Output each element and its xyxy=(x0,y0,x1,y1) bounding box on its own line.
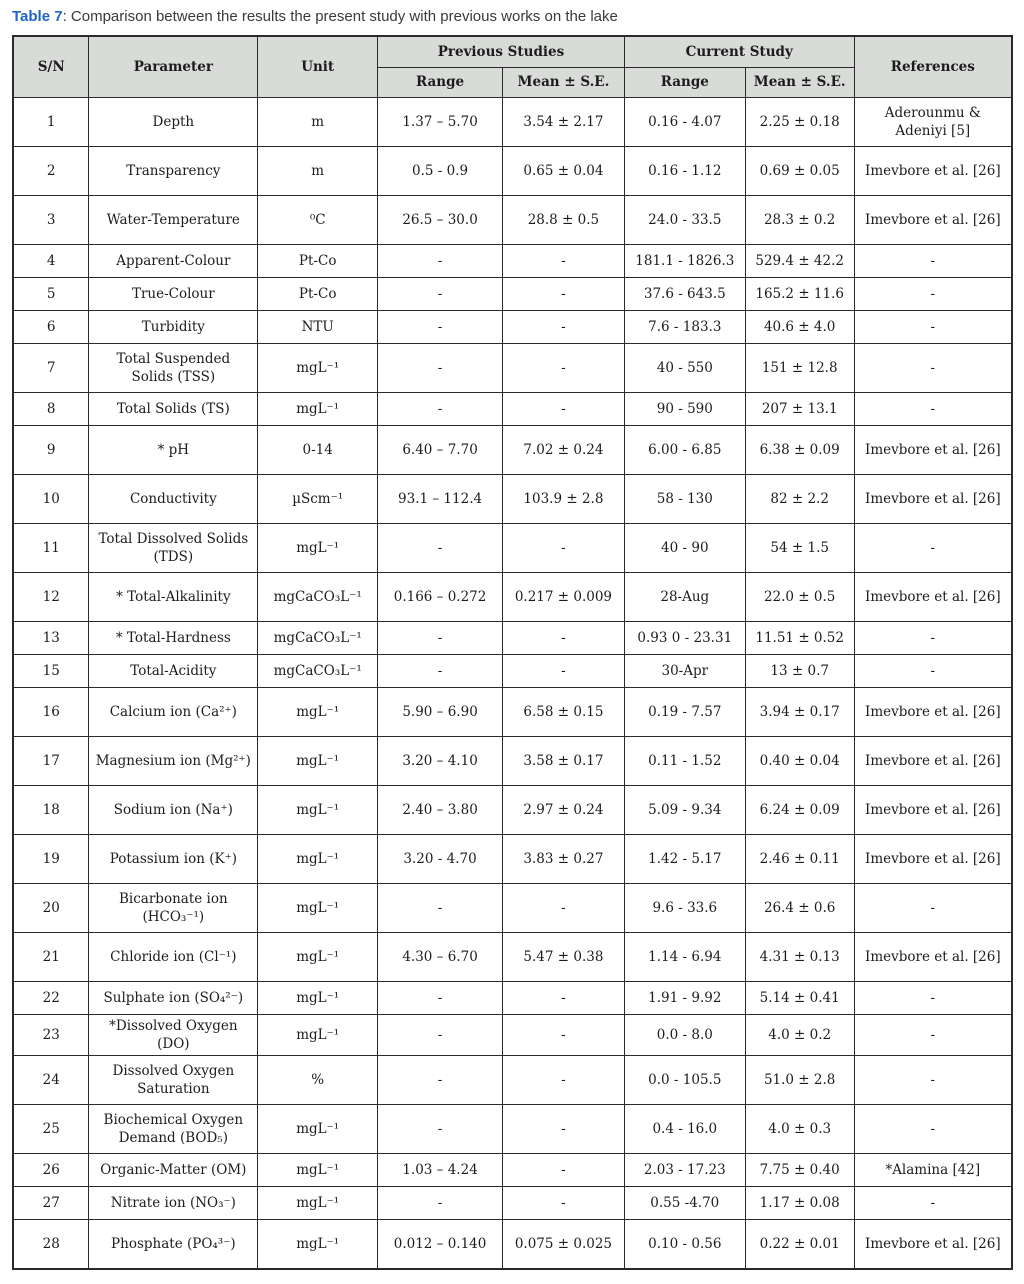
cell-parameter: Dissolved Oxygen Saturation xyxy=(89,1056,258,1105)
cell-sn: 16 xyxy=(13,688,89,737)
cell-parameter: Depth xyxy=(89,98,258,147)
cell-unit: Pt-Co xyxy=(258,278,378,311)
cell-parameter: True-Colour xyxy=(89,278,258,311)
cell-unit: mgL⁻¹ xyxy=(258,344,378,393)
col-header-previous-mean: Mean ± S.E. xyxy=(502,68,624,98)
cell-prev_range: 26.5 – 30.0 xyxy=(378,196,503,245)
cell-prev_mean: 3.54 ± 2.17 xyxy=(502,98,624,147)
cell-references: Imevbore et al. [26] xyxy=(854,933,1012,982)
cell-curr_range: 7.6 - 183.3 xyxy=(624,311,745,344)
cell-prev_range: 1.03 – 4.24 xyxy=(378,1154,503,1187)
cell-sn: 10 xyxy=(13,475,89,524)
cell-parameter: Turbidity xyxy=(89,311,258,344)
cell-unit: m xyxy=(258,147,378,196)
table-row xyxy=(13,737,1012,786)
cell-curr_mean: 54 ± 1.5 xyxy=(745,524,854,573)
table-row xyxy=(13,1187,1012,1220)
table-row xyxy=(13,786,1012,835)
cell-sn: 13 xyxy=(13,622,89,655)
cell-curr_mean: 6.24 ± 0.09 xyxy=(745,786,854,835)
cell-unit: mgL⁻¹ xyxy=(258,786,378,835)
cell-curr_mean: 6.38 ± 0.09 xyxy=(745,426,854,475)
cell-prev_mean: - xyxy=(502,245,624,278)
table-row xyxy=(13,884,1012,933)
cell-references: Imevbore et al. [26] xyxy=(854,786,1012,835)
cell-prev_range: - xyxy=(378,1187,503,1220)
cell-curr_range: 40 - 90 xyxy=(624,524,745,573)
cell-curr_range: 0.0 - 8.0 xyxy=(624,1015,745,1056)
cell-parameter: Water-Temperature xyxy=(89,196,258,245)
cell-prev_mean: - xyxy=(502,311,624,344)
cell-prev_range: 3.20 – 4.10 xyxy=(378,737,503,786)
col-header-current-mean: Mean ± S.E. xyxy=(745,68,854,98)
cell-prev_range: - xyxy=(378,1105,503,1154)
cell-curr_mean: 151 ± 12.8 xyxy=(745,344,854,393)
cell-sn: 23 xyxy=(13,1015,89,1056)
cell-references: - xyxy=(854,1015,1012,1056)
cell-sn: 11 xyxy=(13,524,89,573)
cell-curr_mean: 28.3 ± 0.2 xyxy=(745,196,854,245)
cell-prev_range: - xyxy=(378,245,503,278)
table-row xyxy=(13,1056,1012,1105)
cell-parameter: Bicarbonate ion (HCO₃⁻¹) xyxy=(89,884,258,933)
cell-sn: 5 xyxy=(13,278,89,311)
cell-curr_range: 0.11 - 1.52 xyxy=(624,737,745,786)
col-header-previous-studies: Previous Studies xyxy=(378,36,625,68)
cell-references: Imevbore et al. [26] xyxy=(854,475,1012,524)
cell-prev_mean: - xyxy=(502,982,624,1015)
cell-references: - xyxy=(854,278,1012,311)
cell-sn: 2 xyxy=(13,147,89,196)
cell-sn: 17 xyxy=(13,737,89,786)
cell-prev_range: - xyxy=(378,344,503,393)
cell-curr_mean: 4.0 ± 0.3 xyxy=(745,1105,854,1154)
cell-parameter: Nitrate ion (NO₃⁻) xyxy=(89,1187,258,1220)
cell-parameter: Total Suspended Solids (TSS) xyxy=(89,344,258,393)
cell-references: Imevbore et al. [26] xyxy=(854,1220,1012,1270)
cell-prev_mean: 0.65 ± 0.04 xyxy=(502,147,624,196)
cell-references: - xyxy=(854,884,1012,933)
cell-unit: mgL⁻¹ xyxy=(258,1220,378,1270)
table-row xyxy=(13,393,1012,426)
cell-curr_range: 0.93 0 - 23.31 xyxy=(624,622,745,655)
cell-prev_range: 0.012 – 0.140 xyxy=(378,1220,503,1270)
cell-curr_mean: 82 ± 2.2 xyxy=(745,475,854,524)
cell-references: - xyxy=(854,1056,1012,1105)
cell-references: Imevbore et al. [26] xyxy=(854,196,1012,245)
cell-parameter: Phosphate (PO₄³⁻) xyxy=(89,1220,258,1270)
cell-prev_mean: - xyxy=(502,622,624,655)
cell-curr_range: 90 - 590 xyxy=(624,393,745,426)
cell-references: Imevbore et al. [26] xyxy=(854,147,1012,196)
cell-prev_mean: 0.217 ± 0.009 xyxy=(502,573,624,622)
cell-unit: mgL⁻¹ xyxy=(258,982,378,1015)
cell-curr_range: 0.4 - 16.0 xyxy=(624,1105,745,1154)
cell-references: *Alamina [42] xyxy=(854,1154,1012,1187)
cell-prev_mean: - xyxy=(502,884,624,933)
cell-references: - xyxy=(854,393,1012,426)
cell-curr_mean: 165.2 ± 11.6 xyxy=(745,278,854,311)
cell-references: Imevbore et al. [26] xyxy=(854,573,1012,622)
cell-curr_mean: 26.4 ± 0.6 xyxy=(745,884,854,933)
cell-unit: 0-14 xyxy=(258,426,378,475)
table-row xyxy=(13,1015,1012,1056)
cell-sn: 19 xyxy=(13,835,89,884)
cell-curr_range: 24.0 - 33.5 xyxy=(624,196,745,245)
cell-prev_mean: - xyxy=(502,524,624,573)
table-row xyxy=(13,1220,1012,1270)
cell-curr_mean: 0.40 ± 0.04 xyxy=(745,737,854,786)
table-row xyxy=(13,688,1012,737)
cell-prev_range: - xyxy=(378,1015,503,1056)
cell-curr_range: 6.00 - 6.85 xyxy=(624,426,745,475)
cell-references: - xyxy=(854,311,1012,344)
cell-curr_mean: 0.22 ± 0.01 xyxy=(745,1220,854,1270)
cell-unit: ⁰C xyxy=(258,196,378,245)
cell-parameter: Total-Acidity xyxy=(89,655,258,688)
cell-curr_mean: 0.69 ± 0.05 xyxy=(745,147,854,196)
table-row xyxy=(13,278,1012,311)
cell-prev_mean: - xyxy=(502,1187,624,1220)
cell-prev_range: 0.166 – 0.272 xyxy=(378,573,503,622)
cell-parameter: Sodium ion (Na⁺) xyxy=(89,786,258,835)
cell-unit: mgL⁻¹ xyxy=(258,393,378,426)
col-header-current-range: Range xyxy=(624,68,745,98)
cell-parameter: Magnesium ion (Mg²⁺) xyxy=(89,737,258,786)
cell-unit: mgCaCO₃L⁻¹ xyxy=(258,655,378,688)
cell-curr_range: 28-Aug xyxy=(624,573,745,622)
cell-parameter: Calcium ion (Ca²⁺) xyxy=(89,688,258,737)
cell-unit: mgL⁻¹ xyxy=(258,1015,378,1056)
cell-prev_range: - xyxy=(378,622,503,655)
cell-unit: NTU xyxy=(258,311,378,344)
cell-prev_mean: - xyxy=(502,1154,624,1187)
cell-sn: 24 xyxy=(13,1056,89,1105)
cell-curr_range: 181.1 - 1826.3 xyxy=(624,245,745,278)
cell-prev_range: - xyxy=(378,1056,503,1105)
table-row xyxy=(13,426,1012,475)
cell-curr_mean: 13 ± 0.7 xyxy=(745,655,854,688)
cell-prev_range: 2.40 – 3.80 xyxy=(378,786,503,835)
cell-prev_range: - xyxy=(378,884,503,933)
table-row xyxy=(13,1105,1012,1154)
table-row xyxy=(13,147,1012,196)
cell-references: - xyxy=(854,1105,1012,1154)
cell-prev_mean: - xyxy=(502,278,624,311)
cell-prev_mean: - xyxy=(502,1056,624,1105)
cell-parameter: * Total-Hardness xyxy=(89,622,258,655)
cell-sn: 25 xyxy=(13,1105,89,1154)
cell-references: - xyxy=(854,245,1012,278)
cell-references: Imevbore et al. [26] xyxy=(854,737,1012,786)
cell-parameter: Apparent-Colour xyxy=(89,245,258,278)
cell-sn: 12 xyxy=(13,573,89,622)
cell-prev_range: 93.1 – 112.4 xyxy=(378,475,503,524)
cell-prev_range: 0.5 - 0.9 xyxy=(378,147,503,196)
cell-references: - xyxy=(854,622,1012,655)
cell-prev_range: - xyxy=(378,311,503,344)
cell-curr_range: 2.03 - 17.23 xyxy=(624,1154,745,1187)
cell-references: Imevbore et al. [26] xyxy=(854,426,1012,475)
table-caption-label: Table 7 xyxy=(12,8,63,25)
cell-prev_range: 5.90 – 6.90 xyxy=(378,688,503,737)
cell-parameter: Organic-Matter (OM) xyxy=(89,1154,258,1187)
cell-curr_range: 58 - 130 xyxy=(624,475,745,524)
col-header-previous-range: Range xyxy=(378,68,503,98)
cell-curr_mean: 529.4 ± 42.2 xyxy=(745,245,854,278)
cell-prev_mean: 5.47 ± 0.38 xyxy=(502,933,624,982)
cell-unit: % xyxy=(258,1056,378,1105)
cell-curr_mean: 11.51 ± 0.52 xyxy=(745,622,854,655)
cell-sn: 26 xyxy=(13,1154,89,1187)
cell-curr_mean: 22.0 ± 0.5 xyxy=(745,573,854,622)
cell-curr_mean: 1.17 ± 0.08 xyxy=(745,1187,854,1220)
cell-prev_range: 4.30 – 6.70 xyxy=(378,933,503,982)
cell-prev_mean: - xyxy=(502,655,624,688)
table-row xyxy=(13,344,1012,393)
cell-curr_mean: 7.75 ± 0.40 xyxy=(745,1154,854,1187)
table-row xyxy=(13,1154,1012,1187)
cell-prev_range: 3.20 - 4.70 xyxy=(378,835,503,884)
cell-curr_range: 1.91 - 9.92 xyxy=(624,982,745,1015)
cell-prev_mean: 0.075 ± 0.025 xyxy=(502,1220,624,1270)
cell-curr_range: 9.6 - 33.6 xyxy=(624,884,745,933)
cell-sn: 4 xyxy=(13,245,89,278)
cell-references: Aderounmu & Adeniyi [5] xyxy=(854,98,1012,147)
table-row xyxy=(13,196,1012,245)
cell-unit: mgL⁻¹ xyxy=(258,1105,378,1154)
cell-unit: mgL⁻¹ xyxy=(258,688,378,737)
cell-unit: mgL⁻¹ xyxy=(258,884,378,933)
cell-curr_range: 1.42 - 5.17 xyxy=(624,835,745,884)
cell-parameter: *Dissolved Oxygen (DO) xyxy=(89,1015,258,1056)
cell-references: - xyxy=(854,982,1012,1015)
table-body xyxy=(13,98,1012,1270)
table-row xyxy=(13,835,1012,884)
cell-unit: µScm⁻¹ xyxy=(258,475,378,524)
cell-curr_range: 0.10 - 0.56 xyxy=(624,1220,745,1270)
table-row xyxy=(13,311,1012,344)
cell-prev_range: 6.40 – 7.70 xyxy=(378,426,503,475)
cell-curr_range: 0.16 - 1.12 xyxy=(624,147,745,196)
cell-sn: 15 xyxy=(13,655,89,688)
cell-sn: 3 xyxy=(13,196,89,245)
cell-prev_range: - xyxy=(378,655,503,688)
cell-parameter: Transparency xyxy=(89,147,258,196)
table-row xyxy=(13,622,1012,655)
table-row xyxy=(13,524,1012,573)
cell-prev_mean: - xyxy=(502,393,624,426)
cell-curr_mean: 2.25 ± 0.18 xyxy=(745,98,854,147)
cell-prev_mean: 28.8 ± 0.5 xyxy=(502,196,624,245)
cell-prev_mean: 3.83 ± 0.27 xyxy=(502,835,624,884)
cell-unit: mgL⁻¹ xyxy=(258,1154,378,1187)
cell-sn: 6 xyxy=(13,311,89,344)
cell-unit: mgL⁻¹ xyxy=(258,933,378,982)
cell-parameter: Total Solids (TS) xyxy=(89,393,258,426)
table-caption xyxy=(12,8,1013,25)
cell-sn: 20 xyxy=(13,884,89,933)
cell-curr_range: 1.14 - 6.94 xyxy=(624,933,745,982)
cell-prev_mean: 6.58 ± 0.15 xyxy=(502,688,624,737)
cell-unit: m xyxy=(258,98,378,147)
col-header-references: References xyxy=(854,36,1012,98)
cell-unit: mgCaCO₃L⁻¹ xyxy=(258,573,378,622)
cell-sn: 9 xyxy=(13,426,89,475)
cell-curr_range: 0.55 -4.70 xyxy=(624,1187,745,1220)
cell-sn: 27 xyxy=(13,1187,89,1220)
table-row xyxy=(13,982,1012,1015)
cell-sn: 21 xyxy=(13,933,89,982)
table-row xyxy=(13,573,1012,622)
cell-curr_mean: 4.0 ± 0.2 xyxy=(745,1015,854,1056)
cell-references: - xyxy=(854,1187,1012,1220)
table-header xyxy=(13,36,1012,98)
col-header-unit: Unit xyxy=(258,36,378,98)
cell-prev_mean: - xyxy=(502,1015,624,1056)
cell-parameter: Sulphate ion (SO₄²⁻) xyxy=(89,982,258,1015)
cell-parameter: Total Dissolved Solids (TDS) xyxy=(89,524,258,573)
cell-sn: 7 xyxy=(13,344,89,393)
col-header-parameter: Parameter xyxy=(89,36,258,98)
cell-parameter: * Total-Alkalinity xyxy=(89,573,258,622)
cell-prev_mean: - xyxy=(502,1105,624,1154)
cell-prev_range: - xyxy=(378,524,503,573)
cell-prev_range: - xyxy=(378,393,503,426)
comparison-table xyxy=(12,35,1013,1270)
cell-parameter: Biochemical Oxygen Demand (BOD₅) xyxy=(89,1105,258,1154)
cell-curr_range: 0.0 - 105.5 xyxy=(624,1056,745,1105)
cell-unit: mgL⁻¹ xyxy=(258,524,378,573)
cell-sn: 18 xyxy=(13,786,89,835)
cell-references: Imevbore et al. [26] xyxy=(854,835,1012,884)
cell-prev_range: - xyxy=(378,278,503,311)
cell-curr_mean: 4.31 ± 0.13 xyxy=(745,933,854,982)
cell-prev_mean: 103.9 ± 2.8 xyxy=(502,475,624,524)
cell-curr_mean: 207 ± 13.1 xyxy=(745,393,854,426)
cell-prev_mean: 2.97 ± 0.24 xyxy=(502,786,624,835)
cell-curr_mean: 2.46 ± 0.11 xyxy=(745,835,854,884)
cell-references: - xyxy=(854,344,1012,393)
cell-sn: 8 xyxy=(13,393,89,426)
cell-parameter: Potassium ion (K⁺) xyxy=(89,835,258,884)
cell-sn: 1 xyxy=(13,98,89,147)
table-row xyxy=(13,475,1012,524)
cell-prev_range: 1.37 – 5.70 xyxy=(378,98,503,147)
cell-curr_mean: 51.0 ± 2.8 xyxy=(745,1056,854,1105)
cell-sn: 22 xyxy=(13,982,89,1015)
table-caption-text: : Comparison between the results the present study with previous works on the lake xyxy=(62,8,618,25)
col-header-sn: S/N xyxy=(13,36,89,98)
table-row xyxy=(13,98,1012,147)
cell-curr_range: 37.6 - 643.5 xyxy=(624,278,745,311)
cell-parameter: * pH xyxy=(89,426,258,475)
cell-references: Imevbore et al. [26] xyxy=(854,688,1012,737)
cell-curr_range: 0.16 - 4.07 xyxy=(624,98,745,147)
cell-curr_range: 30-Apr xyxy=(624,655,745,688)
cell-parameter: Chloride ion (Cl⁻¹) xyxy=(89,933,258,982)
col-header-current-study: Current Study xyxy=(624,36,854,68)
cell-unit: Pt-Co xyxy=(258,245,378,278)
cell-references: - xyxy=(854,655,1012,688)
cell-curr_range: 40 - 550 xyxy=(624,344,745,393)
cell-curr_mean: 5.14 ± 0.41 xyxy=(745,982,854,1015)
cell-unit: mgL⁻¹ xyxy=(258,835,378,884)
table-row xyxy=(13,245,1012,278)
cell-curr_range: 0.19 - 7.57 xyxy=(624,688,745,737)
cell-prev_range: - xyxy=(378,982,503,1015)
cell-unit: mgCaCO₃L⁻¹ xyxy=(258,622,378,655)
cell-curr_range: 5.09 - 9.34 xyxy=(624,786,745,835)
cell-unit: mgL⁻¹ xyxy=(258,1187,378,1220)
cell-sn: 28 xyxy=(13,1220,89,1270)
cell-parameter: Conductivity xyxy=(89,475,258,524)
cell-unit: mgL⁻¹ xyxy=(258,737,378,786)
cell-curr_mean: 3.94 ± 0.17 xyxy=(745,688,854,737)
table-row xyxy=(13,655,1012,688)
cell-prev_mean: 7.02 ± 0.24 xyxy=(502,426,624,475)
cell-prev_mean: 3.58 ± 0.17 xyxy=(502,737,624,786)
cell-prev_mean: - xyxy=(502,344,624,393)
table-row xyxy=(13,933,1012,982)
cell-curr_mean: 40.6 ± 4.0 xyxy=(745,311,854,344)
cell-references: - xyxy=(854,524,1012,573)
